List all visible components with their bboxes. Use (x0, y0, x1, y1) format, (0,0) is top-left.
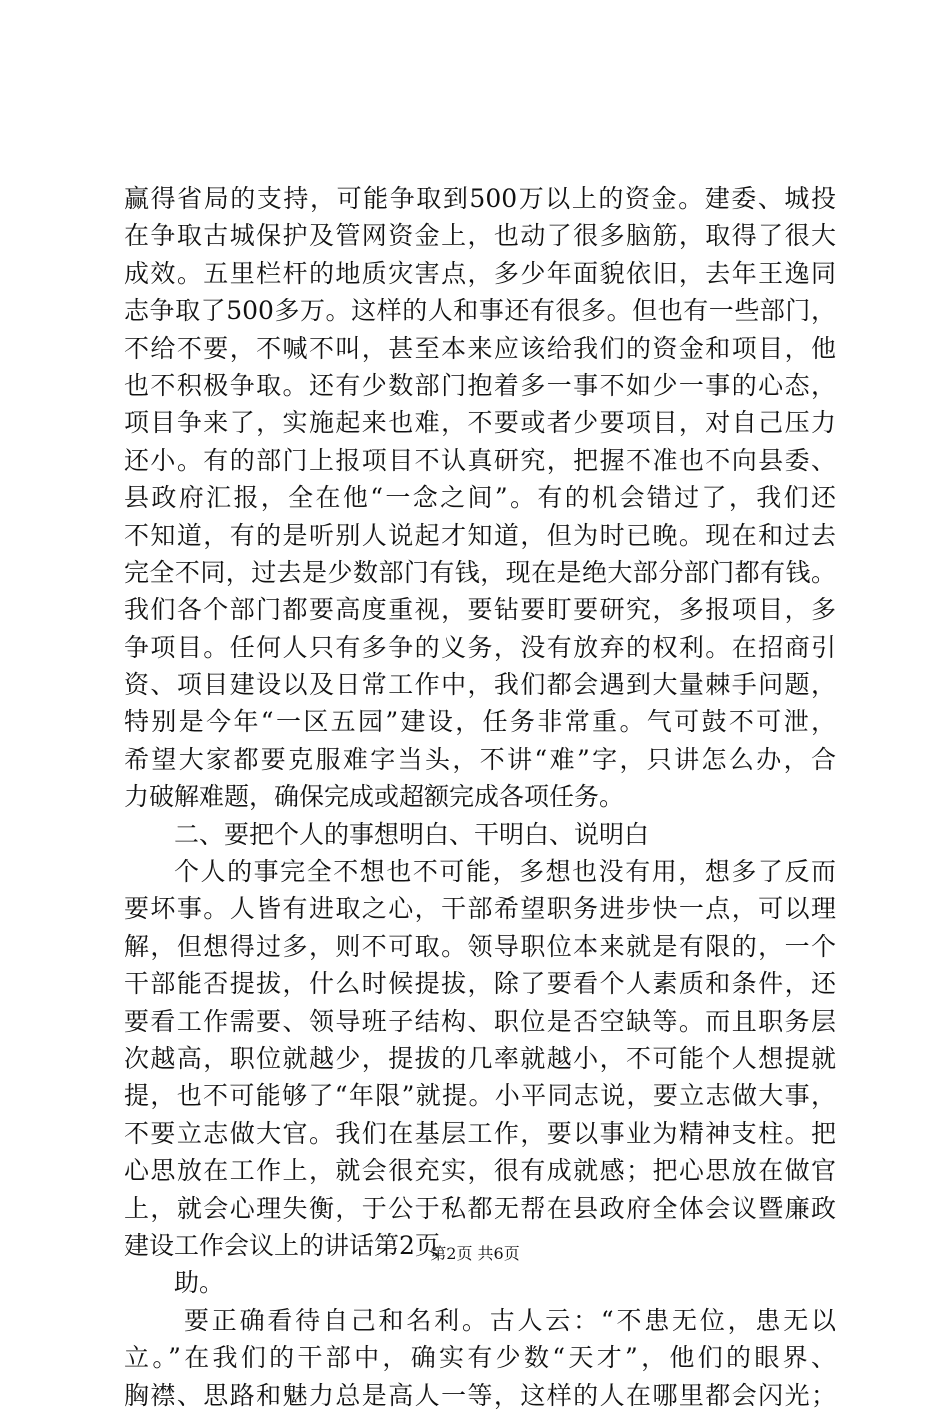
document-body (124, 180, 836, 1414)
text-line: 特别是今年“一区五园”建设，任务非常重。气可鼓不可泄， (124, 707, 836, 737)
text-line: 志争取了500多万。这样的人和事还有很多。但也有一些部门， (124, 296, 836, 326)
section-heading: 二、要把个人的事想明白、干明白、说明白 (174, 819, 650, 849)
text-line: 上，就会心理失衡，于公于私都无帮在县政府全体会议暨廉政 (124, 1193, 836, 1223)
text-line: 县政府汇报，全在他“一念之间”。有的机会错过了，我们还 (124, 483, 836, 513)
text-line: 要坏事。人皆有进取之心，干部希望职务进步快一点，可以理 (124, 894, 836, 924)
text-line: 完全不同，过去是少数部门有钱，现在是绝大部分部门都有钱。 (124, 557, 836, 587)
text-line: 争项目。任何人只有多争的义务，没有放弃的权利。在招商引 (124, 632, 836, 662)
text-line: 在争取古城保护及管网资金上，也动了很多脑筋，取得了很大 (124, 221, 836, 251)
text-line: 要正确看待自己和名利。古人云：“不患无位，患无以 (184, 1305, 836, 1335)
text-line: 胸襟、思路和魅力总是高人一等，这样的人在哪里都会闪光； (124, 1380, 836, 1410)
text-line: 助。 (174, 1268, 225, 1298)
text-line: 建设工作会议上的讲话第2页 (124, 1230, 440, 1260)
text-line: 力破解难题，确保完成或超额完成各项任务。 (124, 782, 625, 812)
text-line: 立。”在我们的干部中，确实有少数“天才”，他们的眼界、 (124, 1343, 836, 1373)
text-line: 不要立志做大官。我们在基层工作，要以事业为精神支柱。把 (124, 1118, 836, 1148)
text-line: 个人的事完全不想也不可能，多想也没有用，想多了反而 (174, 857, 836, 887)
text-line: 也不积极争取。还有少数部门抱着多一事不如少一事的心态， (124, 370, 836, 400)
text-line: 项目争来了，实施起来也难，不要或者少要项目，对自己压力 (124, 408, 836, 438)
text-line: 提，也不可能够了“年限”就提。小平同志说，要立志做大事， (124, 1081, 836, 1111)
text-line: 解，但想得过多，则不可取。领导职位本来就是有限的，一个 (124, 931, 836, 961)
text-line: 成效。五里栏杆的地质灾害点，多少年面貌依旧，去年王逸同 (124, 258, 836, 288)
text-line: 资、项目建设以及日常工作中，我们都会遇到大量棘手问题， (124, 670, 836, 700)
text-line: 还小。有的部门上报项目不认真研究，把握不准也不向县委、 (124, 445, 836, 475)
text-line: 次越高，职位就越少，提拔的几率就越小，不可能个人想提就 (124, 1043, 836, 1073)
text-line: 心思放在工作上，就会很充实，很有成就感；把心思放在做官 (124, 1156, 836, 1186)
text-line: 干部能否提拔，什么时候提拔，除了要看个人素质和条件，还 (124, 969, 836, 999)
page-number-footer: 第2页 共6页 (430, 1244, 520, 1263)
text-line: 不给不要，不喊不叫，甚至本来应该给我们的资金和项目，他 (124, 333, 836, 363)
text-line: 赢得省局的支持，可能争取到500万以上的资金。建委、城投 (124, 184, 836, 213)
text-line: 要看工作需要、领导班子结构、职位是否空缺等。而且职务层 (124, 1006, 836, 1036)
text-line: 希望大家都要克服难字当头，不讲“难”字，只讲怎么办，合 (124, 744, 836, 774)
text-line: 不知道，有的是听别人说起才知道，但为时已晚。现在和过去 (124, 520, 836, 550)
text-line: 我们各个部门都要高度重视，要钻要盯要研究，多报项目，多 (124, 595, 836, 625)
